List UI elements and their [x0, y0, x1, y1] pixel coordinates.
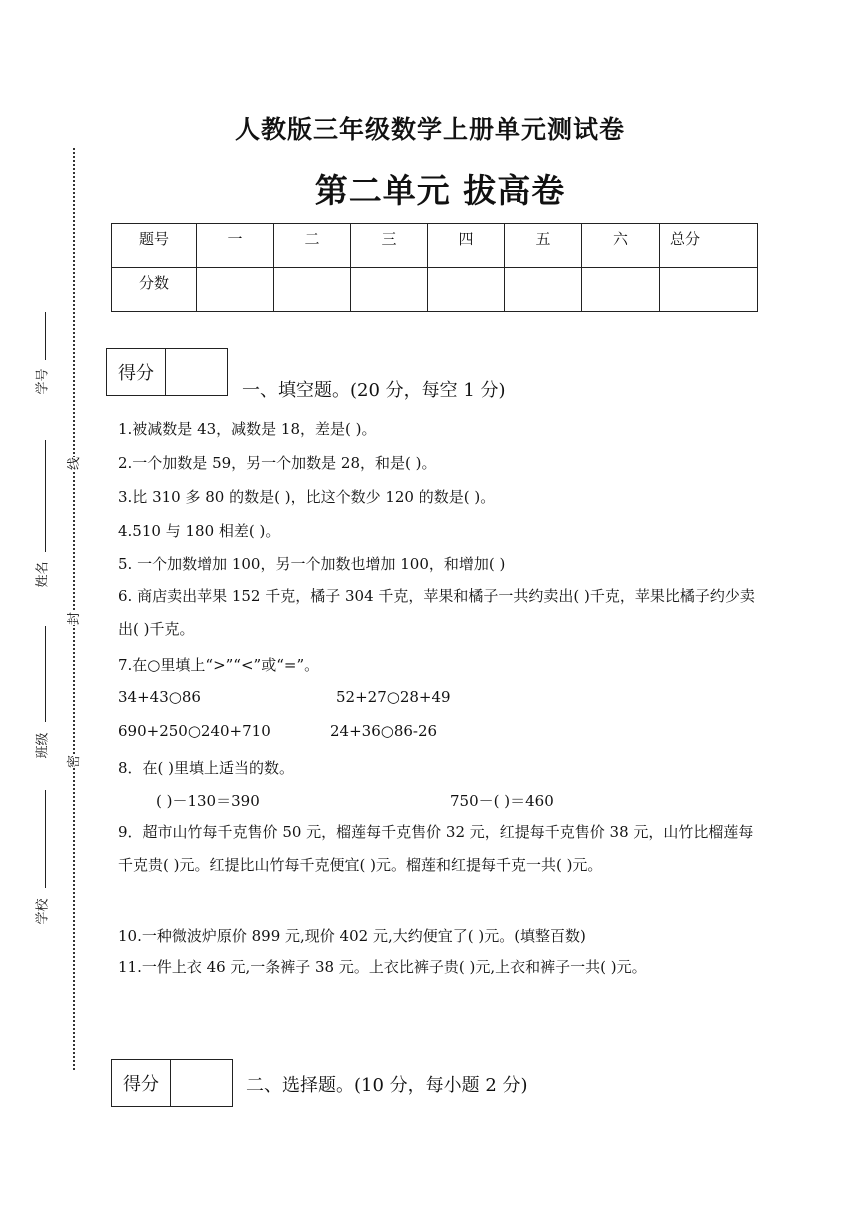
section2-score-box: [111, 1059, 233, 1107]
question-8a: ( )－130＝390: [156, 792, 260, 810]
side-field-label: 姓名: [35, 561, 51, 588]
binding-dotted-line: [73, 148, 75, 1070]
side-field-line: [45, 440, 46, 552]
question-7c: 690+250○240+710: [118, 722, 271, 740]
table-cell: 三: [351, 224, 428, 268]
question-2: 2.一个加数是 59，另一个加数是 28，和是( )。: [118, 454, 437, 472]
table-cell: 二: [274, 224, 351, 268]
question-9: 9．超市山竹每千克售价 50 元，榴莲每千克售价 32 元，红提每千克售价 38 元，山竹比榴莲每千克贵( )元。红提比山竹每千克便宜( )元。榴莲和红提每千克一共( )元。: [118, 823, 754, 874]
score-input-cell[interactable]: [351, 268, 428, 312]
section1-heading: 一、填空题。(20 分，每空 1 分): [242, 380, 506, 401]
page-title: 人教版三年级数学上册单元测试卷: [234, 115, 625, 144]
score-table-header-row: [112, 224, 758, 268]
side-field-label: 学号: [35, 368, 51, 395]
side-field-line: [45, 312, 46, 360]
section2-heading: 二、选择题。(10 分，每小题 2 分): [246, 1075, 528, 1096]
table-cell: 四: [428, 224, 505, 268]
score-table: [111, 223, 758, 312]
table-cell: 分数: [112, 268, 197, 312]
score-input-cell[interactable]: [428, 268, 505, 312]
score-box-input[interactable]: [166, 349, 227, 395]
question-7b: 52+27○28+49: [336, 688, 451, 706]
question-5: 5. 一个加数增加 100，另一个加数也增加 100，和增加( ): [118, 555, 506, 573]
question-8: 8．在( )里填上适当的数。: [118, 759, 295, 777]
score-input-cell[interactable]: [582, 268, 660, 312]
score-box-label: 得分: [107, 349, 166, 395]
page-subtitle: 第二单元 拔高卷: [314, 171, 566, 210]
score-input-cell[interactable]: [197, 268, 274, 312]
side-field-label: 班级: [35, 732, 51, 759]
score-input-cell[interactable]: [274, 268, 351, 312]
table-cell: 总分: [660, 224, 758, 268]
score-table-score-row: [112, 268, 758, 312]
question-6: 6. 商店卖出苹果 152 千克，橘子 304 千克，苹果和橘子一共约卖出( )千克，苹果比橘子约少卖出( )千克。: [118, 587, 755, 638]
score-box-label: 得分: [112, 1060, 171, 1106]
question-7: 7.在○里填上“>”“<”或“=”。: [118, 656, 320, 674]
question-7d: 24+36○86-26: [330, 722, 438, 740]
section1-score-box: [106, 348, 228, 396]
side-field-line: [45, 790, 46, 888]
side-field-label: 学校: [35, 898, 51, 925]
seal-char: 线: [61, 457, 84, 470]
table-cell: 五: [505, 224, 582, 268]
question-4: 4.510 与 180 相差( )。: [118, 522, 281, 540]
question-8b: 750－( )＝460: [450, 792, 554, 810]
seal-char: 密: [61, 755, 84, 768]
question-1: 1.被减数是 43，减数是 18，差是( )。: [118, 420, 377, 438]
table-cell: 六: [582, 224, 660, 268]
score-box-input[interactable]: [171, 1060, 232, 1106]
question-11: 11.一件上衣 46 元,一条裤子 38 元。上衣比裤子贵( )元,上衣和裤子一共( )元。: [118, 958, 647, 976]
seal-char: 封: [61, 612, 84, 625]
side-field-line: [45, 626, 46, 722]
score-input-cell[interactable]: [505, 268, 582, 312]
question-10: 10.一种微波炉原价 899 元,现价 402 元,大约便宜了( )元。(填整百数): [118, 927, 586, 945]
table-cell: 题号: [112, 224, 197, 268]
question-7a: 34+43○86: [118, 688, 201, 706]
table-cell: 一: [197, 224, 274, 268]
score-input-cell[interactable]: [660, 268, 758, 312]
question-3: 3.比 310 多 80 的数是( )，比这个数少 120 的数是( )。: [118, 488, 496, 506]
